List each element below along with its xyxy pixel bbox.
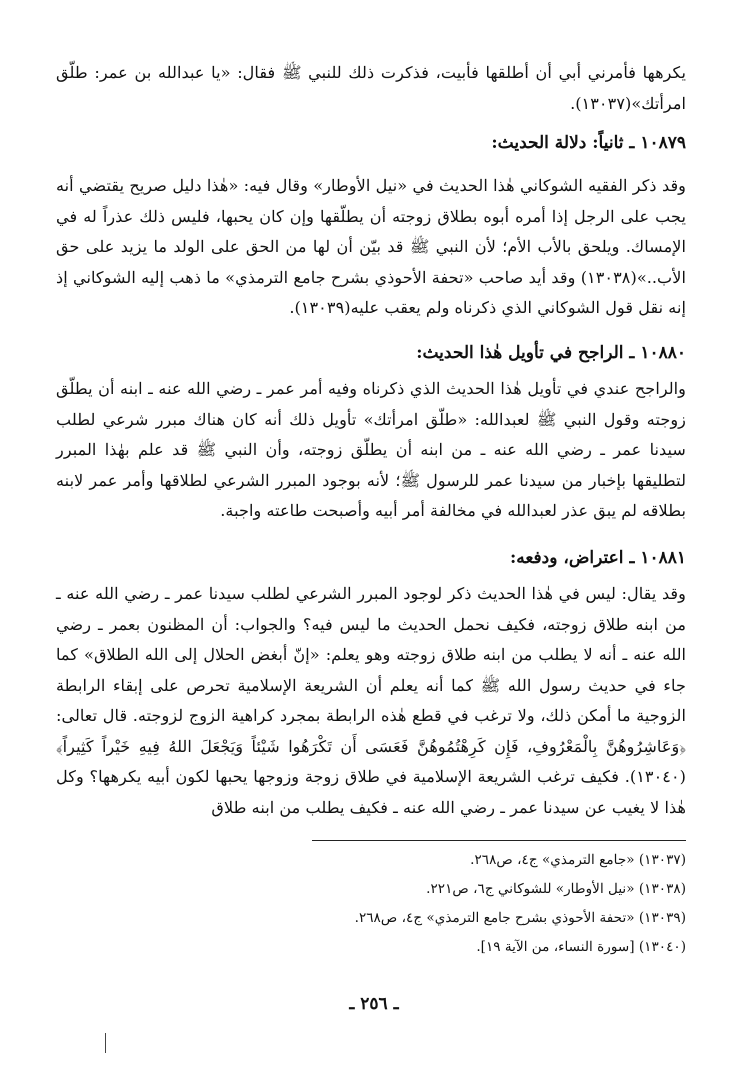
footnote: (١٣٠٣٨) «نيل الأوطار» للشوكاني ج٦، ص٢٢١. (426, 881, 686, 897)
section-heading: ١٠٨٧٩ ـ ثانياً: دلالة الحديث: (491, 133, 686, 153)
footnote: (١٣٠٤٠) [سورة النساء، من الآية ١٩]. (476, 939, 686, 955)
scan-mark (105, 1033, 114, 1053)
footnote: (١٣٠٣٩) «تحفة الأحوذي بشرح جامع الترمذي» ج٤، ص٢٦٨. (354, 910, 686, 926)
continuation-paragraph: يكرهها فأمرني أبي أن أطلقها فأبيت، فذكرت ذلك للنبي ﷺ فقال: «يا عبدالله بن عمر: طلّق امرأتك»(١٣٠٣٧). (56, 63, 686, 113)
section-body: وقد ذكر الفقيه الشوكاني هٰذا الحديث في «نيل الأوطار» وقال فيه: «هٰذا دليل صريح يقتضي أنه يجب على الرجل إذا أمره أبوه بطلاق زوجته أن يطلّقها وإن كان يحبها، فليس ذلك عذراً له في الإمساك. ويلحق بالأب الأم؛ لأن النبي ﷺ قد بيّن أن لها من الحق على الولد ما يزيد على حق الأب..»(١٣٠٣٨) وقد أيد صاحب «تحفة الأحوذي بشرح جامع الترمذي» ما ذهب إليه الشوكاني إذ إنه نقل قول الشوكاني الذي ذكرناه ولم يعقب عليه(١٣٠٣٩). (56, 176, 686, 317)
section-body: والراجح عندي في تأويل هٰذا الحديث الذي ذكرناه وفيه أمر عمر ـ رضي الله عنه ـ ابنه أن يطلّق زوجته وقول النبي ﷺ لعبدالله: «طلّق امرأتك» تأويل ذلك أنه كان هناك مبرر شرعي لطلب سيدنا عمر ـ رضي الله عنه ـ من ابنه أن يطلّق زوجته، وأن النبي ﷺ قد علم بهٰذا المبرر لتطليقها بإخبار من سيدنا عمر للرسول ﷺ؛ لأنه بوجود المبرر الشرعي لطلاقها وأمر عمر لابنه بطلاقه لم يبق عذر لعبدالله في مخالفة أمر أبيه وأصبحت طاعته واجبة. (56, 379, 686, 520)
section-heading: ١٠٨٨١ ـ اعتراض، ودفعه: (509, 548, 686, 568)
footnote: (١٣٠٣٧) «جامع الترمذي» ج٤، ص٢٦٨. (470, 852, 686, 868)
section-body: وقد يقال: ليس في هٰذا الحديث ذكر لوجود المبرر الشرعي لطلب سيدنا عمر ـ رضي الله عنه ـ من ابنه طلاق زوجته، فكيف نحمل الحديث ما ليس فيه؟ والجواب: أن المظنون بعمر ـ رضي الله عنه ـ أنه لا يطلب من ابنه طلاق زوجته وهو يعلم: «إنّ أبغض الحلال إلى الله الطلاق» كما جاء في حديث رسول الله ﷺ كما أنه يعلم أن الشريعة الإسلامية تحرص على إبقاء الرابطة الزوجية ما أمكن ذلك، ولا ترغب في قطع هٰذه الرابطة بمجرد كراهية الزوج لزوجته. قال تعالى: ﴿وَعَاشِرُوهُنَّ بِالْمَعْرُوفِ، فَإِن كَرِهْتُمُوهُنَّ فَعَسَى أَن تَكْرَهُوا شَيْئاً وَيَجْعَلَ اللهُ فِيهِ خَيْراً كَثِيراً﴾(١٣٠٤٠). فكيف ترغب الشريعة الإسلامية في طلاق زوجة وزوجها يحبها لكون أبيه يكرهها؟ وكل هٰذا لا يغيب عن سيدنا عمر ـ رضي الله عنه ـ فكيف يطلب من ابنه طلاق (56, 584, 686, 817)
section-heading: ١٠٨٨٠ ـ الراجح في تأويل هٰذا الحديث: (416, 343, 686, 363)
footnote-divider (312, 840, 686, 841)
page-number: ـ ٢٥٦ ـ (349, 994, 399, 1014)
